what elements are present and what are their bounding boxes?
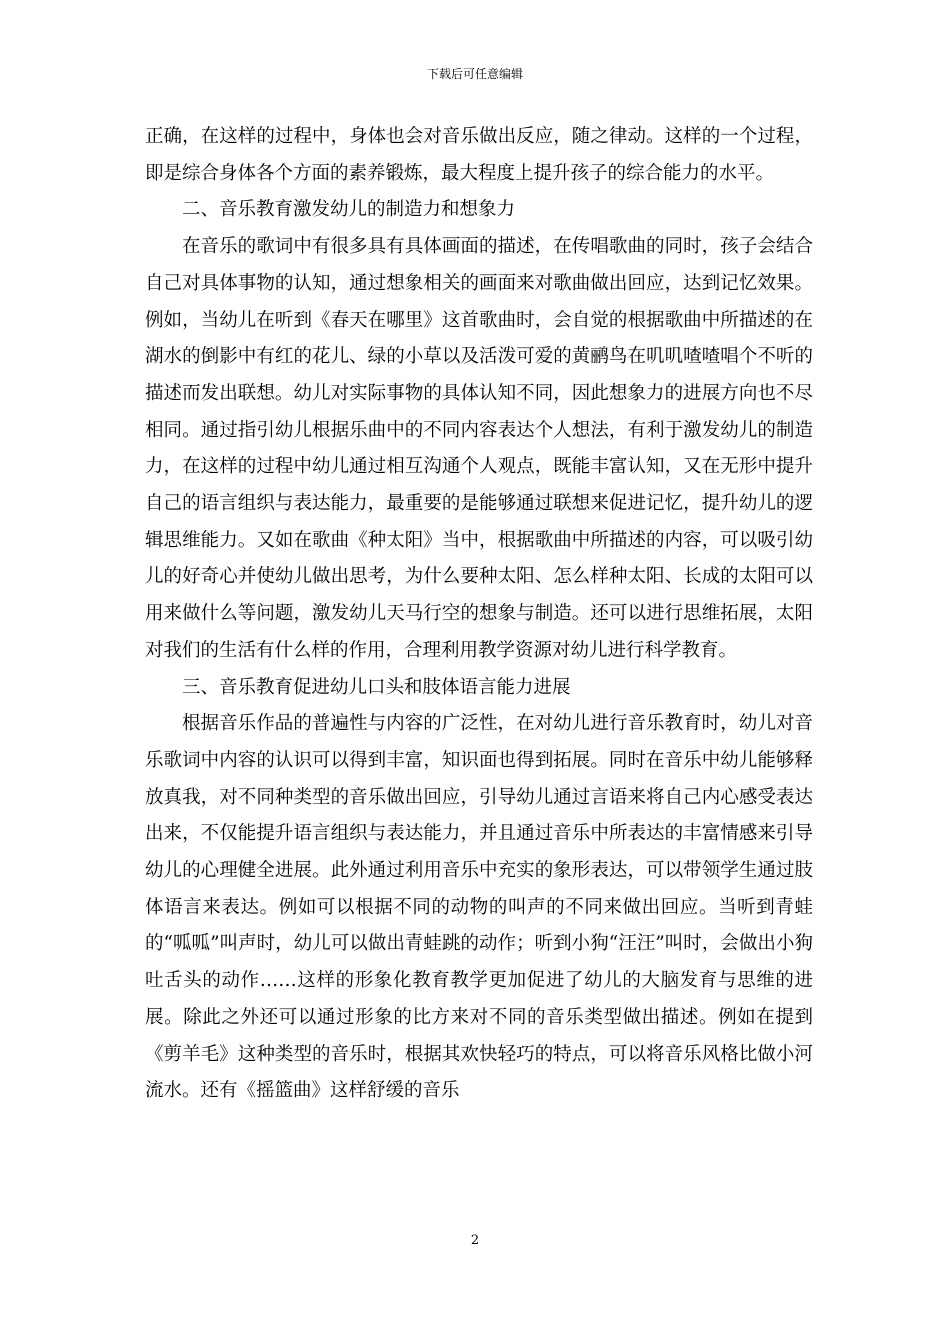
- page-number: 2: [470, 1233, 480, 1248]
- section-heading-3: 三、音乐教育促进幼儿口头和肢体语言能力进展: [182, 676, 571, 698]
- paragraph-section-3: 根据音乐作品的普遍性与内容的广泛性，在对幼儿进行音乐教育时，幼儿对音乐歌词中内容的认识可以得到丰富，知识面也得到拓展。同时在音乐中幼儿能够释放真我，对不同种类型的音乐做出回应，引导幼儿通过言语来将自己内心感受表达出来，不仅能提升语言组织与表达能力，并且通过音乐中所表达的丰富情感来引导幼儿的心理健全进展。此外通过利用音乐中充实的象形表达，可以带领学生通过肢体语言来表达。例如可以根据不同的动物的叫声的不同来做出回应。当听到青蛙的“呱呱”叫声时，幼儿可以做出青蛙跳的动作；听到小狗“汪汪”叫时，会做出小狗吐舌头的动作……这样的形象化教育教学更加促进了幼儿的大脑发育与思维的进展。除此之外还可以通过形象的比方来对不同的音乐类型做出描述。例如在提到《剪羊毛》这种类型的音乐时，根据其欢快轻巧的特点，可以将音乐风格比做小河流水。还有《摇篮曲》这样舒缓的音乐: [145, 713, 813, 1102]
- page-header: 下载后可任意编辑: [426, 67, 523, 81]
- document-body: [145, 119, 813, 1110]
- paragraph-section-2: 在音乐的歌词中有很多具有具体画面的描述，在传唱歌曲的同时，孩子会结合自己对具体事物的认知，通过想象相关的画面来对歌曲做出回应，达到记忆效果。例如，当幼儿在听到《春天在哪里》这首歌曲时，会自觉的根据歌曲中所描述的在湖水的倒影中有红的花儿、绿的小草以及活泼可爱的黄鹂鸟在叽叽喳喳唱个不听的描述而发出联想。幼儿对实际事物的具体认知不同，因此想象力的进展方向也不尽相同。通过指引幼儿根据乐曲中的不同内容表达个人想法，有利于激发幼儿的制造力，在这样的过程中幼儿通过相互沟通个人观点，既能丰富认知，又在无形中提升自己的语言组织与表达能力，最重要的是能够通过联想来促进记忆，提升幼儿的逻辑思维能力。又如在歌曲《种太阳》当中，根据歌曲中所描述的内容，可以吸引幼儿的好奇心并使幼儿做出思考，为什么要种太阳、怎么样种太阳、长成的太阳可以用来做什么等问题，激发幼儿天马行空的想象与制造。还可以进行思维拓展，太阳对我们的生活有什么样的作用，合理利用教学资源对幼儿进行科学教育。: [145, 236, 813, 661]
- paragraph-continued: 正确，在这样的过程中，身体也会对音乐做出反应，随之律动。这样的一个过程，即是综合身体各个方面的素养锻炼，最大程度上提升孩子的综合能力的水平。: [145, 126, 813, 184]
- section-heading-2: 二、音乐教育激发幼儿的制造力和想象力: [182, 199, 516, 221]
